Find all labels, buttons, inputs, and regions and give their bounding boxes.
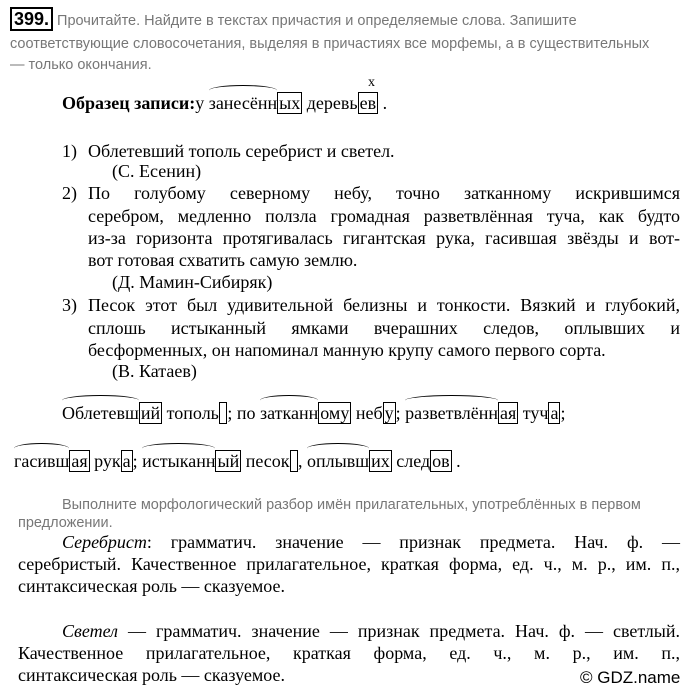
analysis-line: синтаксическая роль — сказуемое. — [18, 576, 285, 596]
item-author: (С. Есенин) — [112, 161, 202, 181]
exercise-number: 399. — [10, 7, 53, 31]
marked-stem: гасивш — [14, 451, 70, 471]
ending-box: а — [550, 403, 559, 423]
ending-box: ых — [279, 93, 301, 113]
word-part: ; по — [227, 403, 261, 423]
word-part: песок — [241, 451, 290, 471]
ending-box: их — [371, 451, 390, 471]
analysis-line: синтаксическая роль — сказуемое. — [18, 665, 285, 685]
task-text: Прочитайте. Найдите в текстах причастия и определяемые слова. Запишите — [57, 13, 577, 29]
item-line: Облетевший тополь серебрист и светел. — [88, 141, 395, 161]
item-author: (В. Катаев) — [112, 361, 197, 381]
item-line: Песок этот был удивительной белизны и тонкости. Вязкий и глубокий, — [88, 295, 680, 315]
item-line: вот готовая схватить самую землю. — [88, 250, 358, 270]
task-line — [10, 7, 577, 32]
word-part: . — [378, 93, 388, 113]
ending-box — [290, 450, 299, 472]
item-number: 3) — [62, 295, 77, 315]
root-mark: x — [368, 75, 375, 90]
task2-line: предложении. — [18, 515, 113, 531]
word-part: ; — [560, 403, 566, 423]
task2-line: Выполните морфологический разбор имён прилагательных, употреблённых в первом — [62, 497, 641, 513]
word-part: , — [298, 451, 308, 471]
analysis-line: Качественное прилагательное, краткая форма, ед. ч., м. р., им. п., — [18, 643, 680, 663]
word-part: неб — [351, 403, 383, 423]
item-line: бесформенных, он напоминал манную крупу самого первого сорта. — [88, 340, 606, 360]
ending-box: ов — [432, 451, 450, 471]
analysis-text: — грамматич. значение — признак предмета. Нач. ф. — светлый. — [117, 621, 680, 641]
word-part: тополь — [162, 403, 219, 423]
marked-stem: разветвлённ — [405, 403, 498, 423]
marked-stem: истыканн — [142, 451, 216, 471]
ending-box: ий — [140, 403, 161, 423]
ending-box: а — [122, 451, 131, 471]
ending-box: ый — [217, 451, 240, 471]
word-part: ; — [395, 403, 406, 423]
item-line: По голубому северному небу, точно затканному искрившимся — [88, 183, 680, 203]
sample — [62, 92, 387, 114]
word-part: . — [451, 451, 461, 471]
ending-box: ому — [320, 403, 350, 423]
analysis-line: серебристый. Качественное прилагательное, краткая форма, ед. ч., м. р., им. п., — [18, 554, 680, 574]
marked-stem: Облетевш — [62, 403, 139, 423]
analysis-line — [62, 620, 680, 642]
word-part: деревь — [302, 93, 358, 113]
item-number: 1) — [62, 141, 77, 161]
item-author: (Д. Мамин-Сибиряк) — [112, 272, 273, 292]
item-number: 2) — [62, 183, 77, 203]
task-line: соответствующие словосочетания, выделяя в причастиях все морфемы, а в существительных — [10, 36, 650, 52]
copyright: © GDZ.name — [580, 668, 681, 687]
answer-line-2 — [14, 450, 461, 472]
ending-box: ая — [71, 451, 88, 471]
word-part: ; — [132, 451, 143, 471]
sample-label: Образец записи: — [62, 93, 196, 113]
marked-stem: оплывш — [307, 451, 370, 471]
word-part: след — [391, 451, 431, 471]
analysis-text: : грамматич. значение — признак предмета. Нач. ф. — — [146, 532, 680, 552]
analysis-word: Светел — [62, 621, 118, 641]
word-part: туч — [518, 403, 549, 423]
answer-line-1 — [62, 402, 565, 424]
word-part: рук — [89, 451, 121, 471]
analysis-line — [62, 531, 680, 553]
task-line: — только окончания. — [10, 57, 152, 73]
item-line: из-за горизонта протягивалась гигантская рука, гасившая звёзды и вот- — [88, 228, 680, 248]
item-line: сплошь истыканный ямками вчерашних следов, оплывших и — [88, 318, 680, 338]
ending-box: ая — [499, 403, 517, 423]
ending-box: ев — [359, 93, 377, 113]
marked-stem: затканн — [260, 403, 319, 423]
ending-box: у — [384, 403, 394, 423]
item-line: серебром, медленно ползла громадная разветвлённая туча, как будто — [88, 206, 680, 226]
marked-stem: занесённ — [208, 93, 278, 113]
analysis-word: Серебрист — [62, 532, 147, 552]
word-part: у — [195, 93, 209, 113]
